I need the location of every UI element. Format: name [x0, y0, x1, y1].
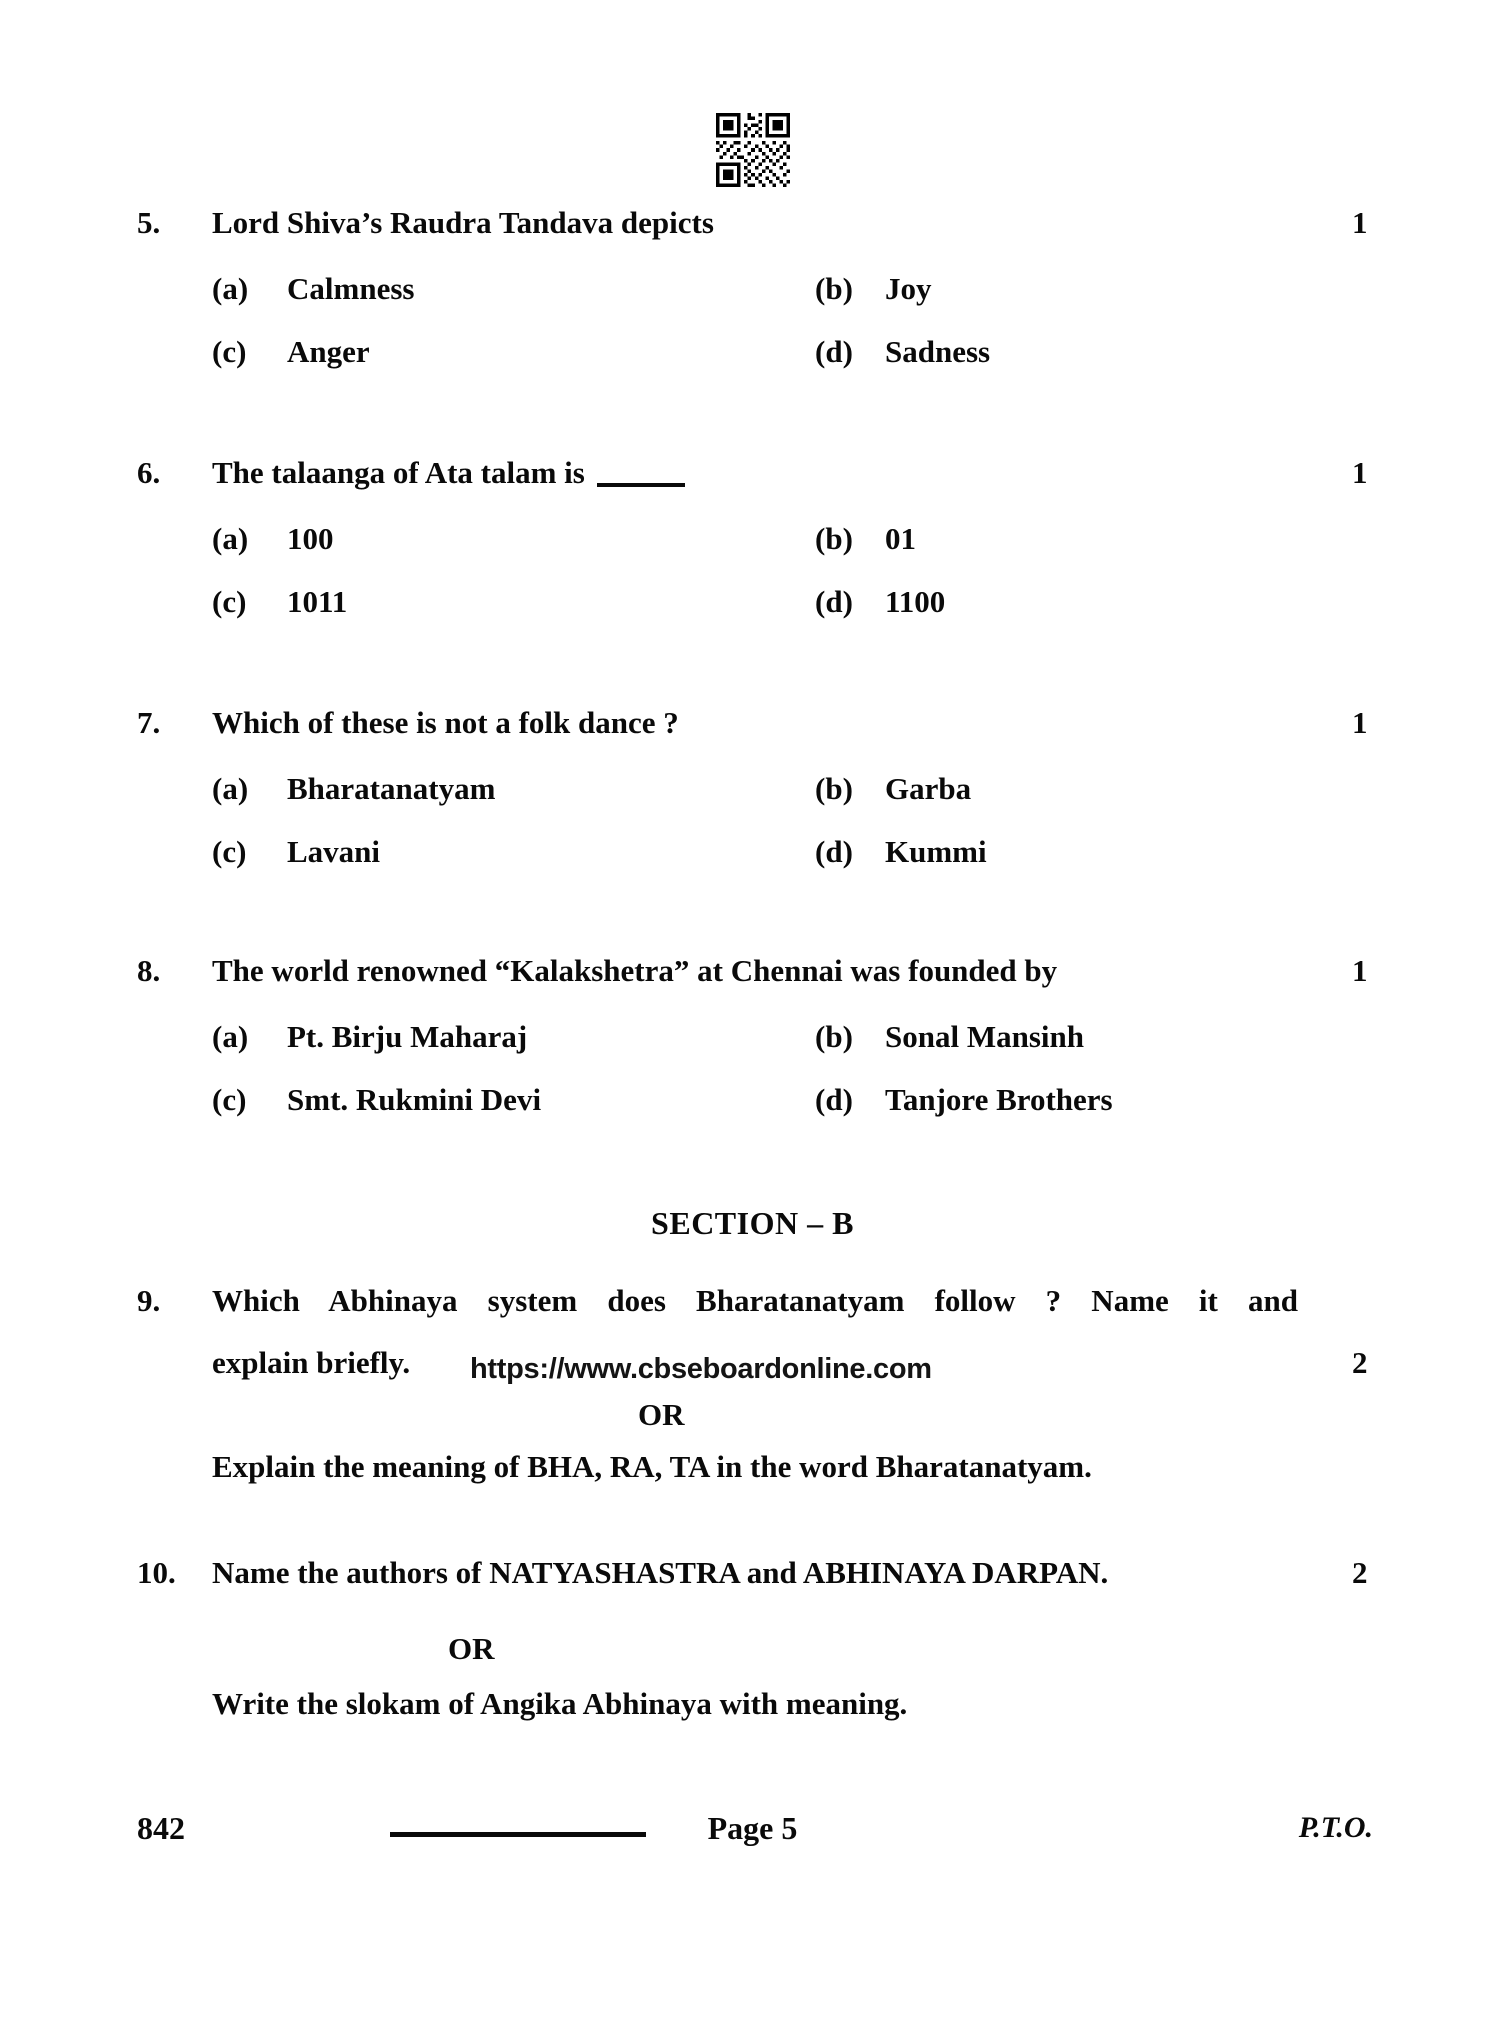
question-5	[0, 203, 1505, 369]
or-separator: OR	[448, 1631, 495, 1666]
question-marks: 1	[1352, 953, 1368, 988]
option-row	[0, 832, 1505, 874]
option-letter: (d)	[815, 584, 853, 619]
fill-in-blank-line	[597, 483, 685, 487]
option-letter: (c)	[212, 584, 247, 619]
option-row	[0, 1017, 1505, 1059]
option-text: 01	[885, 521, 916, 556]
question-9	[0, 1281, 1505, 1491]
watermark-url: https://www.cbseboardonline.com	[470, 1353, 932, 1385]
or-separator: OR	[638, 1397, 685, 1432]
option-letter: (c)	[212, 834, 247, 869]
option-text: Joy	[885, 271, 932, 306]
option-row	[0, 519, 1505, 561]
question-text: Lord Shiva’s Raudra Tandava depicts	[212, 205, 714, 240]
option-letter: (a)	[212, 521, 249, 556]
option-letter: (d)	[815, 834, 853, 869]
option-letter: (b)	[815, 271, 853, 306]
option-row	[0, 1080, 1505, 1122]
page-footer	[0, 1808, 1505, 1858]
option-letter: (c)	[212, 334, 247, 369]
question-text-line2: explain briefly.	[212, 1345, 411, 1380]
question-text: Which of these is not a folk dance ?	[212, 705, 679, 740]
pto-label: P.T.O.	[1298, 1811, 1373, 1844]
option-text: 1011	[287, 584, 348, 619]
option-letter: (b)	[815, 1019, 853, 1054]
alternative-question-text: Write the slokam of Angika Abhinaya with meaning.	[212, 1686, 908, 1721]
option-row	[0, 769, 1505, 811]
option-text: Lavani	[287, 834, 381, 869]
alternative-question-text: Explain the meaning of BHA, RA, TA in the word Bharatanatyam.	[212, 1449, 1092, 1484]
question-marks: 1	[1352, 455, 1368, 490]
option-row	[0, 332, 1505, 374]
option-text: Sonal Mansinh	[885, 1019, 1085, 1054]
option-text: Pt. Birju Maharaj	[287, 1019, 528, 1054]
option-letter: (a)	[212, 1019, 249, 1054]
question-7	[0, 703, 1505, 869]
option-text: Garba	[885, 771, 972, 806]
option-text: 1100	[885, 584, 946, 619]
option-row	[0, 269, 1505, 311]
option-letter: (a)	[212, 271, 249, 306]
question-text-line1: Which Abhinaya system does Bharatanatyam follow ? Name it and	[212, 1283, 1298, 1318]
qr-code-image	[716, 113, 790, 187]
page-number: Page 5	[707, 1810, 798, 1846]
question-marks: 2	[1352, 1555, 1368, 1590]
question-number: 5.	[137, 205, 161, 240]
question-number: 10.	[137, 1555, 176, 1590]
question-number: 7.	[137, 705, 161, 740]
option-text: Bharatanatyam	[287, 771, 496, 806]
question-marks: 2	[1352, 1345, 1368, 1380]
question-marks: 1	[1352, 205, 1368, 240]
question-6	[0, 453, 1505, 619]
option-letter: (d)	[815, 1082, 853, 1117]
section-heading: SECTION – B	[651, 1205, 854, 1241]
option-text: Tanjore Brothers	[885, 1082, 1113, 1117]
option-letter: (c)	[212, 1082, 247, 1117]
option-letter: (d)	[815, 334, 853, 369]
option-letter: (b)	[815, 771, 853, 806]
question-text: The world renowned “Kalakshetra” at Chennai was founded by	[212, 953, 1058, 988]
question-number: 8.	[137, 953, 161, 988]
option-text: Kummi	[885, 834, 987, 869]
option-letter: (a)	[212, 771, 249, 806]
question-8	[0, 951, 1505, 1117]
question-text: Name the authors of NATYASHASTRA and ABHINAYA DARPAN.	[212, 1555, 1109, 1590]
question-marks: 1	[1352, 705, 1368, 740]
question-10	[0, 1553, 1505, 1733]
question-number: 6.	[137, 455, 161, 490]
option-text: Calmness	[287, 271, 415, 306]
question-text: The talaanga of Ata talam is	[212, 453, 685, 493]
option-text: Smt. Rukmini Devi	[287, 1082, 542, 1117]
question-number: 9.	[137, 1283, 161, 1318]
paper-code: 842	[137, 1810, 185, 1846]
option-text: 100	[287, 521, 334, 556]
option-row	[0, 582, 1505, 624]
option-text: Anger	[287, 334, 370, 369]
option-letter: (b)	[815, 521, 853, 556]
option-text: Sadness	[885, 334, 991, 369]
